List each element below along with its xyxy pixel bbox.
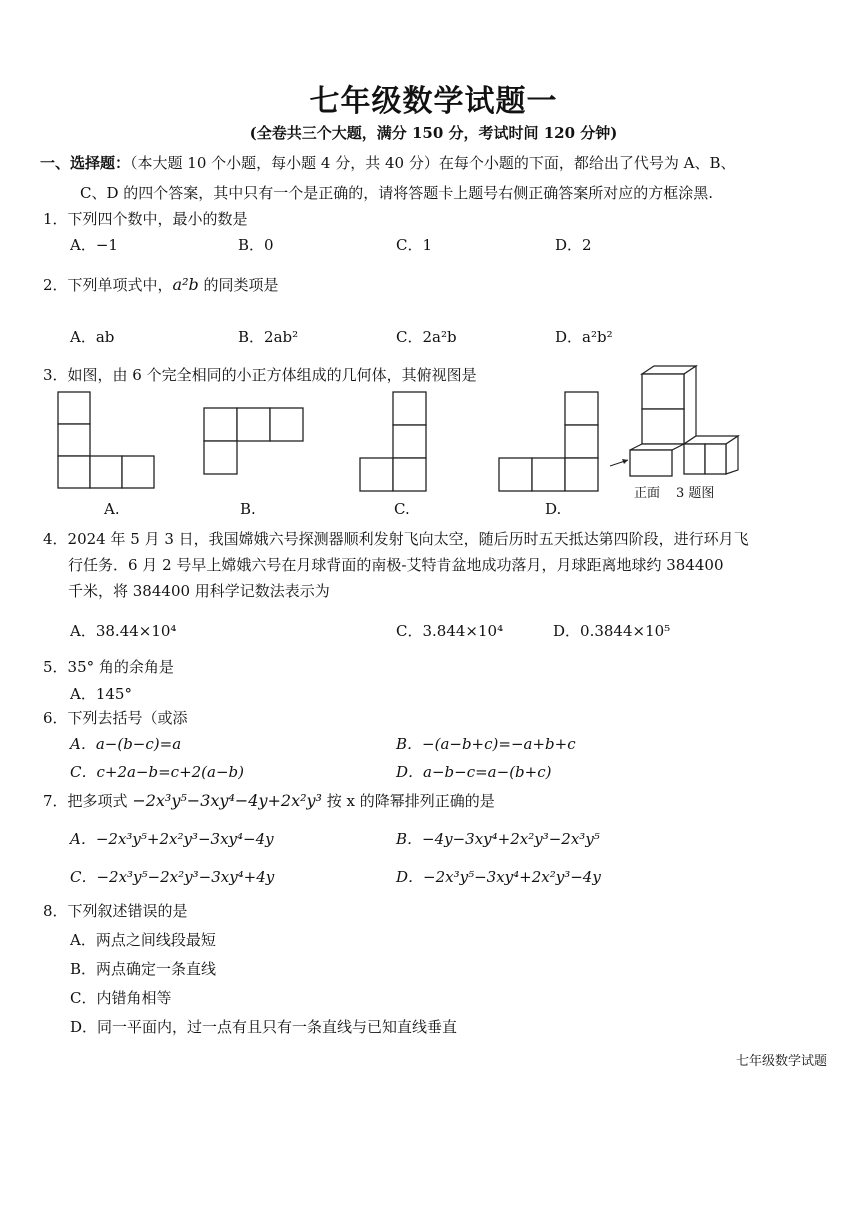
q7-option-a: A．−2x³y⁵+2x²y³−3xy⁴−4y xyxy=(70,830,274,848)
q3-figure-a xyxy=(58,392,158,492)
q3-figure-b xyxy=(204,408,308,478)
q6-option-b: B．−(a−b+c)=−a+b+c xyxy=(396,735,576,753)
exam-subtitle: (全卷共三个大题，满分 150 分，考试时间 120 分钟) xyxy=(249,124,618,142)
section-intro-line1 xyxy=(40,152,735,173)
q8-option-b: B．两点确定一条直线 xyxy=(70,960,217,978)
q8-option-a: A．两点之间线段最短 xyxy=(70,931,216,949)
q8-stem: 8．下列叙述错误的是 xyxy=(43,902,188,920)
q7-stem-pre: 7．把多项式 xyxy=(43,792,133,810)
q1-option-c: C．1 xyxy=(396,236,433,254)
q3-option-c: C. xyxy=(394,500,410,518)
q6-stem: 6．下列去括号（或添 xyxy=(43,709,188,727)
q3-figure-label: 3 题图 xyxy=(676,486,715,501)
q3-front-label: 正面 xyxy=(634,486,661,501)
q2-stem-post: 的同类项是 xyxy=(198,276,279,294)
q2-option-c: C．2a²b xyxy=(396,328,457,346)
q2-stem xyxy=(43,274,279,295)
q7-stem-math: −2x³y⁵−3xy⁴−4y+2x²y³ xyxy=(132,791,322,810)
section-intro-text: （本大题 10 个小题，每小题 4 分，共 40 分）在每个小题的下面，都给出了代号为 A、B、 xyxy=(130,154,736,172)
q7-option-d: D．−2x³y⁵−3xy⁴+2x²y³−4y xyxy=(396,868,601,886)
q2-option-d: D．a²b² xyxy=(555,328,613,346)
q3-figure-d xyxy=(499,392,603,492)
q2-stem-pre: 2．下列单项式中， xyxy=(43,276,173,294)
q3-figure-c xyxy=(360,392,430,492)
q5-stem: 5．35° 角的余角是 xyxy=(43,658,174,676)
q1-stem: 1．下列四个数中，最小的数是 xyxy=(43,210,248,228)
q6-option-c: C．c+2a−b=c+2(a−b) xyxy=(70,763,245,781)
q1-option-b: B．0 xyxy=(238,236,274,254)
q7-option-c: C．−2x³y⁵−2x²y³−3xy⁴+4y xyxy=(70,868,275,886)
q4-option-d: D．0.3844×10⁵ xyxy=(553,622,671,640)
q2-option-a: A．ab xyxy=(70,328,115,346)
section-intro-line2: C、D 的四个答案，其中只有一个是正确的，请将答题卡上题号右侧正确答案所对应的方框涂黑. xyxy=(80,184,714,202)
section-heading: 一、选择题： xyxy=(40,154,131,172)
q4-option-c: C．3.844×10⁴ xyxy=(396,622,504,640)
q7-option-b: B．−4y−3xy⁴+2x²y³−2x³y⁵ xyxy=(396,830,600,848)
q3-option-a: A. xyxy=(104,500,120,518)
q2-option-b: B．2ab² xyxy=(238,328,299,346)
q3-option-d: D. xyxy=(545,500,562,518)
q4-line3: 千米，将 384400 用科学记数法表示为 xyxy=(68,582,330,600)
q1-option-a: A．−1 xyxy=(70,236,118,254)
q4-line1: 4．2024 年 5 月 3 日，我国嫦娥六号探测器顺利发射飞向太空，随后历时五天抵达第四阶段，进行环月飞 xyxy=(43,530,749,548)
q6-option-d: D．a−b−c=a−(b+c) xyxy=(396,763,552,781)
q3-solid-figure xyxy=(610,366,750,478)
q5-option-a: A．145° xyxy=(70,685,132,703)
q3-option-b: B. xyxy=(240,500,256,518)
q8-option-c: C．内错角相等 xyxy=(70,989,172,1007)
q4-line2: 行任务．6 月 2 号早上嫦娥六号在月球背面的南极-艾特肯盆地成功落月，月球距离地球约 384400 xyxy=(68,556,724,574)
q4-option-a: A．38.44×10⁴ xyxy=(70,622,177,640)
q7-stem-post: 按 x 的降幂排列正确的是 xyxy=(321,792,495,810)
page-footer: 七年级数学试题 xyxy=(735,1054,827,1069)
q6-option-a: A．a−(b−c)=a xyxy=(70,735,182,753)
q1-option-d: D．2 xyxy=(555,236,592,254)
exam-title: 七年级数学试题一 xyxy=(309,84,558,119)
q2-stem-math: a²b xyxy=(172,275,199,294)
q3-stem: 3．如图，由 6 个完全相同的小正方体组成的几何体，其俯视图是 xyxy=(43,366,477,384)
q7-stem xyxy=(43,790,495,811)
q8-option-d: D．同一平面内，过一点有且只有一条直线与已知直线垂直 xyxy=(70,1018,458,1036)
